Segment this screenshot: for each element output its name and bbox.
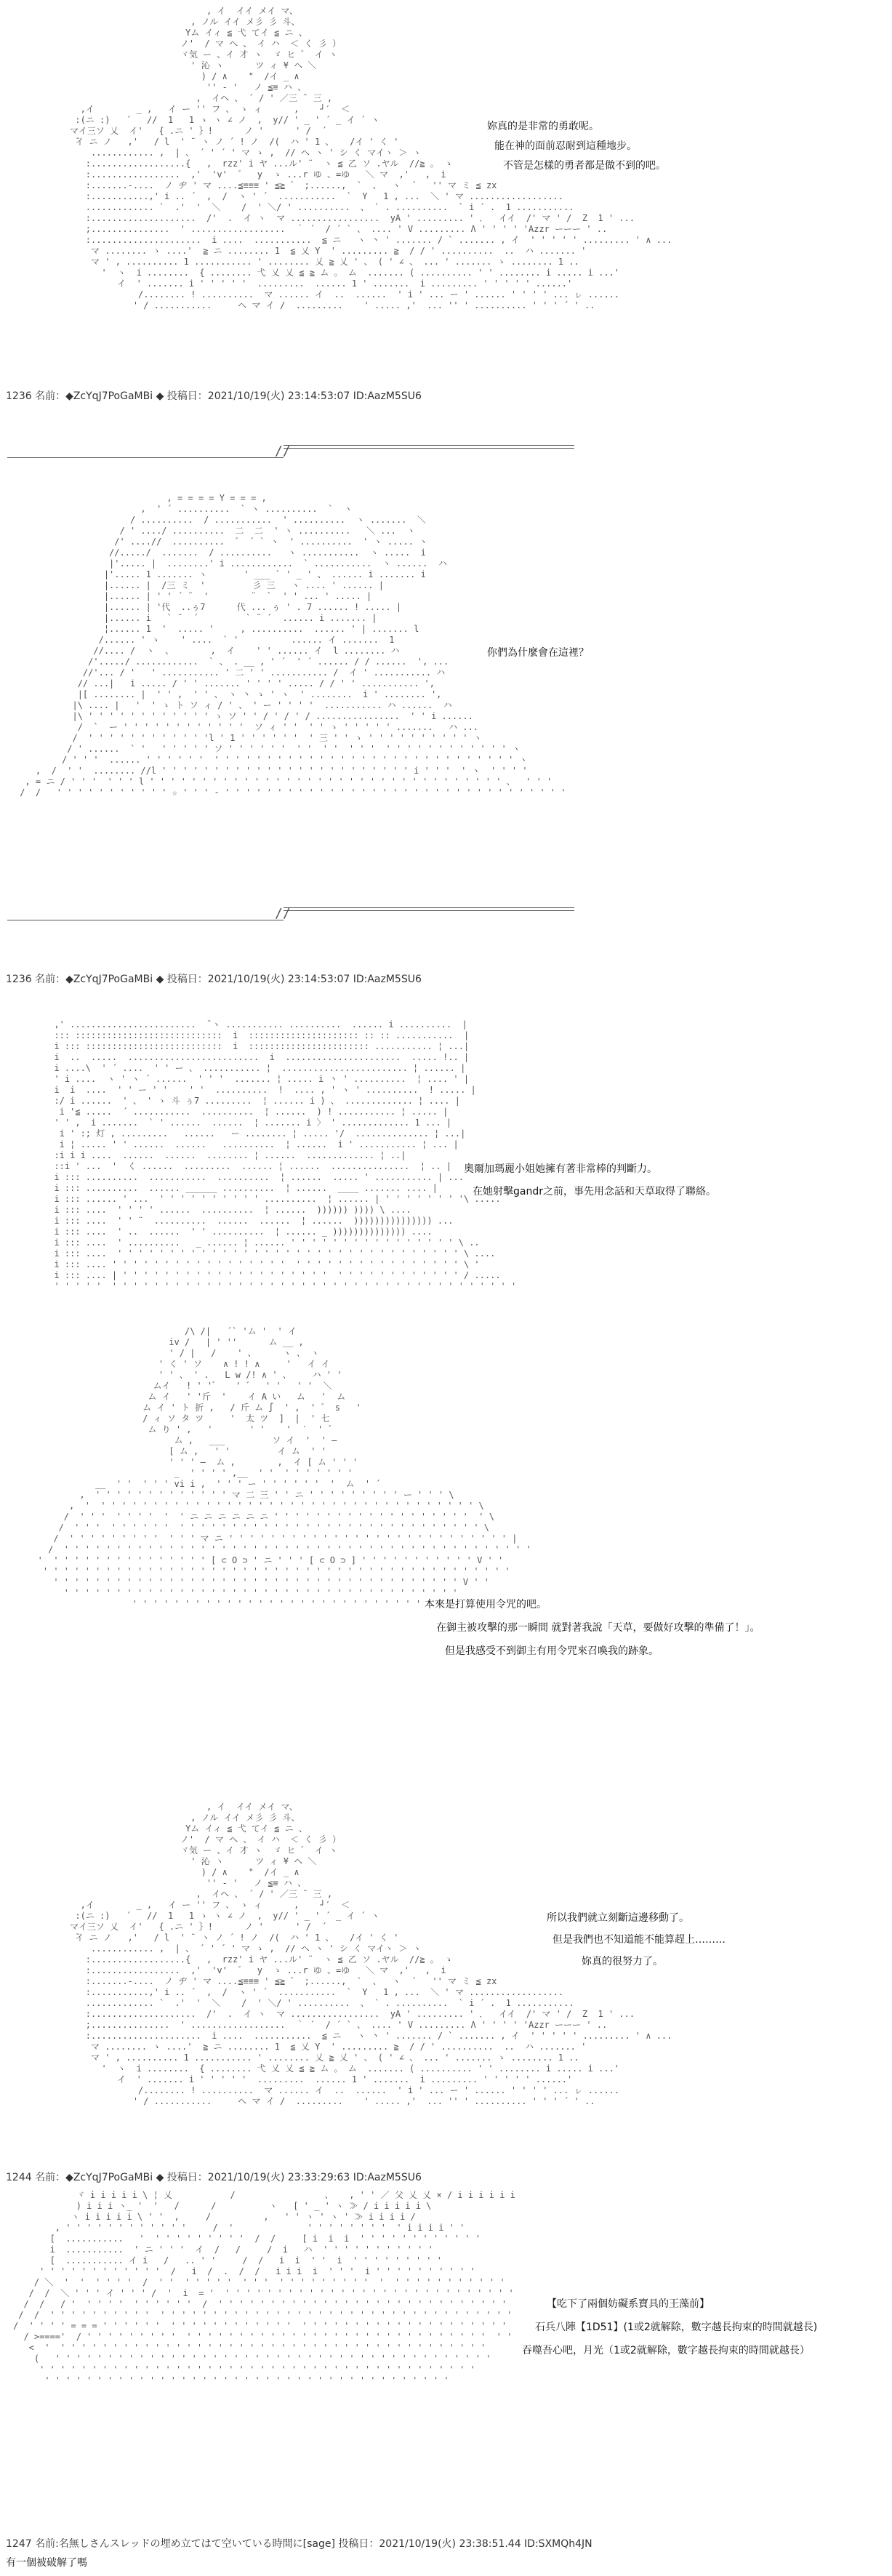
post-header: 1244 名前：◆ZcYqJ7PoGaMBi ◆ 投稿日：2021/10/19(火) 23:33:29:63 ID:AazM5SU6 <box>6 2172 422 2183</box>
panel-4-line-3: 但是我感受不到御主有用令咒來召喚我的跡象。 <box>445 1645 659 1657</box>
separator: // <box>7 907 574 923</box>
ascii-art-figure: , = = = = Y = = = , , ' ´ .......... ` ヽ .......... ` ヽ / .......... / ........... ' .......... ヽ ....... ＼ / ' ..../ .......... 二 二 ' ヽ .......... ＼ ... ヽ /' ....// .......... ゛ ´ ` ヽ ' .......... ' ヽ ..... ヽ //...../ ....... / .......... ヽ ........... ヽ ..... i |'..... | ........' i ............ ` ........... ヽ ...... ハ |'..... 1 ....... ヽ ' ___ ` ' _ ' 、 ...... i ....... i |...... | /三 ミ ' 彡 三 ヽ .... ' ...... | |...... | ' ' ´ ¨ ' ¨ ` ' ' ... ' ..... | |...... | '代 ..ぅ7 代 ... ぅ ' . 7 ...... ! ..... | |...... i ` ¨ ´ ` ¨ ´ ...... i ....... | ¦...... 1 ' ..... ' , .......... ...... ' | ....... l /...... ' ゝ ' .... ` ' ...... イ ....... 1 //.... / ヽ 、 , イ ' ' ...... イ l ........ ハ /'...../ ............ ` 、 . __ , ' ´ ' ´ ...... / / ...... ', ... //'... / ' ' ........... ' 二 ' ' ........... / イ ' ........... ハ // ...| i ..... / ' ' ....... ' ' ' ' ..... / / ' ' ........... ', |[ ........ | ' ' , ' ' 、 ヽ 丶 ゝ ' ヽ ' ........ i ' ........ ', |\ .... | ' ' ゝ ト ソ ィ / ' 、 ' ー ' ' ' ' ........... ハ ...... ハ |\ ' ' ' ' ' ' ' ' ' ' ' ' ゝ ソ ' ' / ' / ' / ................ ' ' i ...... / ` ー ' ' ' ' ' ' ' ' ' ' ' ' ソ ィ ' ' ' ' ゝ ' ' ' ' ' ....... ハ ... / ' ' ' ' ' ' ' ' ' ' ' 'l ' 1 ' ' ' ' ' ' ' 三 ' ' ゝ ' ' ' ' ' ' ' ' ' ' ヽ / ' ...... ` ' ' ' ' ' ' ソ ' ' ' ' ' ' ' ' ' ' ' ' ' ' ' ' ' ' ' ' ' ' ' ' ' ヽ / ' ' ' ...... ' ' ' ' ' ' ' ' ' ' ' ' ' ' ' ' ' ' ' ' ' ' ' ' ' ' ' ' ' ' ' ' ' ' ' ヽ , / ' ' ........ //l ' ' ' ' ' ' ' ' ' ' ' ' ' ' ' ' ' ' ' ' ' ' ' ' i ' ' ' ' ヽ ' ' ' ' , = ニ / ' ' ' ' ' ' l ' ' ' ' ' ' ' ' ' ' ' ' ' ' ' ' ' ' ' ' ' ' ' ' ' ' ' ' ' ' ' ' ' ' 、 ' ' ' / / ' ' ' ' ' ' ' ' ' ' ' ☆ ' ' ' - ' ' ' ' ' ' ' ' ' ' ' ' ' ' ' ' ' ' ' ' ' ' ' ' ' ' ' ' ' ' ' ' ' <box>20 493 566 798</box>
post-header: 1236 名前：◆ZcYqJ7PoGaMBi ◆ 投稿日：2021/10/19(火) 23:14:53:07 ID:AazM5SU6 <box>6 974 422 985</box>
panel-5-line-3: 妳真的很努力了。 <box>582 1956 663 1967</box>
panel-3-line-2: 在她射擊gandr之前，事先用念話和天草取得了聯絡。 <box>473 1186 716 1197</box>
ascii-art-figure: , イ イイ メイ マ、 , ノル イイ メ彡 彡 斗、 Yム イィ ≦ 弋 てイ ≦ ニ 、 ノ' / マ へ 、 イ ハ ＜ く 彡 ） ヾ気 ー 、イ 才 ヽ ゞ ヒ ゛ イ ヽ ' 沁 ヽ ツ ィ ¥ ヘ ＼ ) / ∧ " /イ _ ∧ '' ‐ ' ノ ≦≡ ハ 、 , イヘ 、 ´ / ' ／三 ¨ 三 , ,イ _ , イ ー '' フ 、 ゝ ィ , ┘′ ＜ :(ニ :) ´ // 1 1 ゝ ヽ ∠ ノ , y// ' _ ' ´ _ イ ´ ヽ マイ三ソ 乂 イ' { .ニ ' ｝! ノ ' ' / ´ ̄イ ニ ノ ,' / l ' ¨ ヽ ノ ´ ! ノ /( ハ ' 1 、 /イ ' く ' ............ , | 、 ´ ' ´ ' マ ゝ , // ヘ ヽ ' シ く マイヽ ＞ ヽ :..................{ , rzz' i ヤ ...ル' ¨ ヽ ≦ 乙 ソ .ヤル //≧ 。 ゝ :................. ,' 'v' ゛ y ゝ ...r ゆ 、=ゆ ＼ マ ,' , i :.......-.... ノ ヂ ' マ ....≦≡≡≡ ' ≦≧ ゛ ;......, ` 、 ヽ ´ '' マ ミ ≦ zx :...........,' i .. ´ , / ヽ ' ´ ........... ` Y 1 , ... ＼ ' マ .................. ............. ` .' ' ＼ / ' ＼/ ' .......... 、 ` . .......... ` i ´ . 1 ........... :.................... /' . イ ヽ マ ................. yA ' ......... ' ． イイ /' マ ' / Z 1 ' ... ;............... ' .................. ｀ ´ / ´ ` 、 .... ' V ......... Ʌ ' ' ' ' 'Azzr ーーー ' .. :..................... i .... ........... ≦ ニ ヽ 丶 ' ....... / ` ....... , イ ' ' ' ' ' ......... ' ∧ ... マ ........ ゝ ....' ≧ ニ ........ 1 ≦ 乂 Y ' ......... ≧ / / ' .......... .. ハ ....... ' マ ' , .......... 1 ........... ' ........ 乂 ≧ 乂 ' 、 ( ' ∠ 、 ... ' ....... ゝ ........ 1 .. ' ヽ i ........ { ........ 弋 乂 乂 ≦ ≧ ム 。 ム ....... ( .......... ' ' ........ i ..... i ...' イ ' ....... i ' ' ' ' ' ......... ...... 1 ' ....... i ......... ' ' ' ' ' ......' /........ ! .......... マ ...... イ .. ...... ' i ' ... ー ' ...... ' ' ' ' ... ㇾ ...... ' / ........... へ マ イ / ......... ' ..... ,' ... '' ' .......... ' ' ' ´ ' .. <box>70 1802 672 2106</box>
ascii-art-figure: , イ イイ メイ マ、 , ノル イイ メ彡 彡 斗、 Yム イィ ≦ 弋 てイ ≦ ニ 、 ノ' / マ へ 、 イ ハ ＜ く 彡 ） ヾ気 ー 、イ 才 ヽ ゞ ヒ ゛ イ ヽ ' 沁 ヽ ツ ィ ¥ ヘ ＼ ) / ∧ " /イ _ ∧ '' ‐ ' ノ ≦≡ ハ 、 , イヘ 、 ´ / ' ／三 ¨ 三 , ,イ _ , イ ー '' フ 、 ゝ ィ , ┘′ ＜ :(ニ :) ´ // 1 1 ゝ ヽ ∠ ノ , y// ' _ ' ´ _ イ ´ ヽ マイ三ソ 乂 イ' { .ニ ' ｝! ノ ' ' / ´ ̄イ ニ ノ ,' / l ' ¨ ヽ ノ ´ ! ノ /( ハ ' 1 、 /イ ' く ' ............ , | 、 ´ ' ´ ' マ ゝ , // ヘ ヽ ' シ く マイヽ ＞ ヽ :..................{ , rzz' i ヤ ...ル' ¨ ヽ ≦ 乙 ソ .ヤル //≧ 。 ゝ :................. ,' 'v' ゛ y ゝ ...r ゆ 、=ゆ ＼ マ ,' , i :.......-.... ノ ヂ ' マ ....≦≡≡≡ ' ≦≧ ゛ ;......, ` 、 ヽ ´ '' マ ミ ≦ zx :...........,' i .. ´ , / ヽ ' ´ ........... ` Y 1 , ... ＼ ' マ .................. ............. ` .' ' ＼ / ' ＼/ ' .......... 、 ` . .......... ` i ´ . 1 ........... :.................... /' . イ ヽ マ ................. yA ' ......... ' ． イイ /' マ ' / Z 1 ' ... ;............... ' .................. ｀ ´ / ´ ` 、 .... ' V ......... Ʌ ' ' ' ' 'Azzr ーーー ' .. :..................... i .... ........... ≦ ニ ヽ 丶 ' ....... / ` ....... , イ ' ' ' ' ' ......... ' ∧ ... マ ........ ゝ ....' ≧ ニ ........ 1 ≦ 乂 Y ' ......... ≧ / / ' .......... .. ハ ....... ' マ ' , .......... 1 ........... ' ........ 乂 ≧ 乂 ' 、 ( ' ∠ 、 ... ' ....... ゝ ........ 1 .. ' ヽ i ........ { ........ 弋 乂 乂 ≦ ≧ ム 。 ム ....... ( .......... ' ' ........ i ..... i ...' イ ' ....... i ' ' ' ' ' ......... ...... 1 ' ....... i ......... ' ' ' ' ' ......' /........ ! .......... マ ...... イ .. ...... ' i ' ... ー ' ...... ' ' ' ' ... ㇾ ...... ' / ........... へ マ イ / ......... ' ..... ,' ... '' ' .......... ' ' ' ´ ' .. <box>70 6 672 310</box>
post-header: 1236 名前：◆ZcYqJ7PoGaMBi ◆ 投稿日：2021/10/19(火) 23:14:53:07 ID:AazM5SU6 <box>6 390 422 402</box>
panel-4-line-1: 本來是打算使用令咒的吧。 <box>425 1599 547 1610</box>
panel-6-line-3: 吞噬吾心吧，月光（1或2就解除，數字越長拘束的時間就越長） <box>522 2345 810 2356</box>
panel-1-line-1: 妳真的是非常的勇敢呢。 <box>487 121 599 132</box>
panel-5-line-2: 但是我們也不知道能不能算趕上……… <box>553 1934 726 1946</box>
ascii-art-figure: ヾ i i i i i \ ¦ 乂 / 、 , ' ' ／ 父 乂 乂 × / i i i i i i ) i i i ヽ_ ' ' / / ヽ [ ' _ ' ヽ ≫ / i i i i i \ ヽ i i i i i \ ' ' , / , ' ' ヽ ' ヽ ' ≫ i i i i / , ' ' ' ' ' ' ' ' ' ' ' ' / ' ' ' ' ' ' ' ' ' ' i i i i ' ' [ ........... ' ' ' ' ' ' ' ' ' ' / / [ i i i ' ' ' ' ' ' ' ' ' ' ' ' i ........... ' ニ ' ' ' イ / / / i ハ ' ' ' ' ' ' ' ' ' ' ' [ ........... イ i / .. ' ' / / i i ' ' i ' ' ' ' ' ' ' ' ' ' ' ' ' ' ' ' ' ' ' ' ' / i / . / / i i i i ' ' ' i ' ' ' ' ' ' ' ' ' ' / ＼ ' ' ' ' ' ' / ' ' ' ' ' ' ' ' ' ' ' ' ' ' ' ' ' ' ' ' ' ' ' ' ' ' ' ' ' ' ' / / ＼ ' ' ' イ ' ' ' / ' i = ' ' ' ' ' ' ' ' ' ' ' ' ' ' ' ' ' ' ' ' ' ' ' ' ' ' ' ' ' / / / ' ' ' ' ' ' ' ' ' ' ' / ' ' ' ' ' ' ' ' ' ' ' ' ' ' ' ' ' ' ' ' ' ' ' ' ' ' ' ' / / ' ' ' ' ' ' ' ' ' ' ' ' ' ' ' ' ' ' ' ' ' ' ' ' ' ' ' ' ' ' ' ' ' ' ' ' ' ' ' ' ' ' ' ' / ' ' ' ' = = = ' ' ' ' ' ' ' ' ' ' ' ' ' ' ' ' ' ' ' ' ' ' ' ' ' ' ' ' ' ' ' ' ' ' ' ' ' ' / >====' / ' ' ' ' ' ' ' ' ' ' ' ' ' ' ' ' ' ' ' ' ' ' ' ' ' ' ' ' ' ' ' ' ' ' ' ' ' ' ' ' < ' ' ' ' ' ' ' ' ' ' ' ' ' ' ' ' ' ' ' ' ' ' ' ' ' ' ' ' ' ' ' ' ' ' ' ' ' ' ' ' ' ' ( ' ' ' ' ' ' ' ' ' ' ' ' ' ' ' ' ' ' ' ' ' ' ' ' ' ' ' ' ' ' ' ' ' ' ' ' ' ' ' ' ' ' ' ' ' ' ' ' ' ' ' ' ' ' ' ' ' ' ' ' ' ' ' ' ' ' ' ' ' ' ' ' ' ' ' ' ' ' ' ' ' ' ' ' ' ' ' ' ' ' ' ' ' ' ' ' ' ' ' ' ' ' ' ' ' ' ' ' ' ' ' ' ' ' ' ' ' ' ' ' ' ' ' <box>13 2190 515 2386</box>
panel-3-line-1: 奧爾加瑪麗小姐她擁有著非常棒的判斷力。 <box>464 1163 657 1175</box>
reply-text: 有一個被破解了嗎 <box>6 2557 87 2569</box>
panel-2-line-1: 你們為什麼會在這裡？ <box>487 647 589 659</box>
panel-4-line-2: 在御主被攻擊的那一瞬間 就對著我說「天草，要做好攻擊的準備了！」。 <box>436 1622 760 1634</box>
post-header: 1247 名前:名無しさんスレッドの埋め立てはて空いている時間に[sage] 投稿日：2021/10/19(火) 23:38:51.44 ID:SXMQh4JN <box>6 2538 592 2550</box>
panel-5-line-1: 所以我們就立刻斷這邊移動了。 <box>547 1912 689 1924</box>
ascii-art-figure: /\ /| ´` 'ム ' ' イ iv / | ' '' ム __ , ' / | / ' 、 ヽ 、 ヽ ' く ' ソ ∧ ! ! ∧ ' イ イ ' ' 、 ' . L w /! ∧ ' 、 ハ ' ' ムイ ! ' ' ゙ ' ゛ ' ' ' ' ＼ ム イ ' '斤 ' イ A い ム ' ム ム イ ' ト 折 , / 斤 ム ∫ ' , ' ゛ s ' / ィ ソ タ ツ ' 太 ツ ] | ' 七 ム り ' , ' ' ' ' ′ ' ゛ ム , ___ ソ イ ' ' ― [ ム , ' ' イ ム ' ' ' ' ' ― ム , , イ [ ム ' ' ' _ ' ' ' ' ,__ ' ' ' ' ' ' ' ' ' __ ' ' ' ' ' vi i , ' ' ' ー ' ' ' ' ' ' ' ム ' ´ , ' ' ' ' ' ' ' ' ' ' ' ' ' マ 二 三 ' ' ニ ' ' ' ' ' ' ' ' ' ー ' ' ' \ , ' ' ' ' ' ' ' ' ' ' ' ' ' ' ' ' ' ' ' ' ' ' ' ' ' ' ' ' ' ' ' ' ' ' ' ' ' \ / ' ' ' ' ' ' ' ' ' ニ ニ ニ ニ ニ ニ ' ' ' ' ' ' ' ' ' ' ' ' ' ' ' ' ' ' ' ' \ / ' ' ' ' ' ' ' ' ' ' ' ' ' ' ' ' ' ' ' ' ' ' ' ' ' ' ' ' ' ' ' ' ' ' ' ' ' ' \ / ' ' ' ' ' ' ' ' ' ' ' ' マ ニ ' ' ' ' ' ' ' ' ' ' ' ' ' ' ' ' ' ' ' ' ' ' ' ' ' ' ' | / ' ' ' ' ' ' ' ' ' ' ' ' ' ' ' ' ' ' ' ' ' ' ' ' ' ' ' ' ' ' ' ' ' ' ' ' ' ' ' ' ' ' ' ' ' ' ' ' ' ' ' ' ' ' ' ' ' ' ' ' ' [ ⊂ O ⊃ ' ニ ' ' ' [ ⊂ O ⊃ ] ' ' ' ' ' ' ' ' ' ' ' V ' ' ' ' ' ' ' ' ' ' ' ' ' ' ' ' ' ' ' ' ' ' ' ' ' ' ' ' ' ' ' ' ' ' ' ' ' ' ' ' ' ' ' ' ' ' ' ' ' ' ' ' ' ' ' ' ' ' ' ' ' ' ' ' ' ' ' ' ' ' ' ' ' ' ' ' ' ' ' ' ' ' ' ' ' ' V ' ' ' ' ' ' ' ' ' ' ' ' ' ' ' ' ' ' ' ' ' ' ' ' ' ' ' ' ' ' ' ' ' ' ' ' ' ' ' ' ' ' ' ' ' ' ' ' ' ' ' ' ' ' ' ' ' ' ' ' ' ' ' ' ' ' ' ' ' ' ' <box>37 1326 531 1609</box>
panel-1-line-2: 能在神的面前忍耐到這種地步。 <box>494 140 637 152</box>
separator: // <box>7 445 574 461</box>
panel-6-line-2: 石兵八陣【1D51】(1或2就解除，數字越長拘束的時間就越長) <box>535 2322 818 2333</box>
ascii-art-figure: ,' ........................ ̄ ヽ ........... .......... ...... i .......... | ::: :::::::::::::::::::::::::::: i ::::::::::::::::::::: :: :: ........... | i ::: :::::::::::::::::::::::::: i ::::::::::::::::::::::: ........... ¦ ...| i .. ..... ......................... i ...................... ..... !.. | i ....\ ' ´ .... ' ' ー 、 ........... ¦ ........................ ¦ ...... | ' i .... ヽ ' ヽ ´ ...... ' ' ' ....... ¦ ..... i 丶 ' .......... ¦ .... ' | i i .... ' ' ー ' ' ' ' .......... ! .... , ' ヽ ' .......... ! ..... | :/ i ...... ' 、 ' ゝ 斗 ぅ7 ......... ¦ ...... i ) 、 ............. ¦ .... | i '≦ ..... ´ ........... .......... ¦ ...... ) ! ........... ¦ ..... | ' ' , i ....... ` ' ...... ...... ¦ ....... i 〉 ' ............. 1 ... | i ' :; 灯 , ......... ...... ー ........ ¦ ..... '/ .............. ¦ ...| i ¦ ..... ' ' ...... ...... .......... ¦ ...... i ' ........... ¦ ... | :i i i .... ...... ...... ........ ¦ ...... ............. ¦ ..| ::i ' ... ' く ...... ......... ...... ¦ ...... ............... ¦ .. | i ::: .......... ........... .......... ¦ ...... ..... ' ........... | ... i ::: .......... ...... ______ .......... ¦ ...... ____ ....... .... | i ::: ...... ' ... ' ' ' ' ' ' ' ' ' ' .......... ¦ ...... | ' ' ' ' ' ' ' '\ ..... i ::: .... ' ' ' ' ...... .......... ¦ ...... )))))) )))) \ .... i ::: .... ' ' ¨ .......... ...... ...... ¦ ...... ))))))))))))))) ... i ::: .... ' .. ...... ' ' .......... ¦ ...... _ )))))))))))))) .... i ::: .... ' .......... _ ...... ¦ ...... ' ' ' ' ' ' ' ' ' ' ' ' ' ' ' ' \ .. i ::: .... ' ' ' ' ' ' ' ' ' ' ' ' ' ' ' ' ' ' ' ' ' ' ' ' ' ' ' ' ' ' ' ' ' \ .... i ::: .... ' ' ' ' ' ' ' ' ' ' ' ' ' ' ' ' ' ' ' ' ' ' ' ' ' ' ' ' ' ' ' ' ' \ ' i ::: .... | ' ' ' ' ' ' ' ' ' ' ' ' ' ' ' ' ' ' ' ' ' ' ' ' ' ' ' ' ' ' ' ' / ..... ' ' ' ' ' ' ' ' ' ' ' ' ' ' ' ' ' ' ' ' ' ' ' ' ' ' ' ' ' ' ' ' ' ' ' ' ' ' ' ' ' ' ' ' <box>54 1019 517 1291</box>
panel-6-line-1: 【吃下了兩個妨礙系寶具的王藻前】 <box>547 2298 710 2310</box>
panel-1-line-3: 不管是怎樣的勇者都是做不到的吧。 <box>503 160 666 172</box>
